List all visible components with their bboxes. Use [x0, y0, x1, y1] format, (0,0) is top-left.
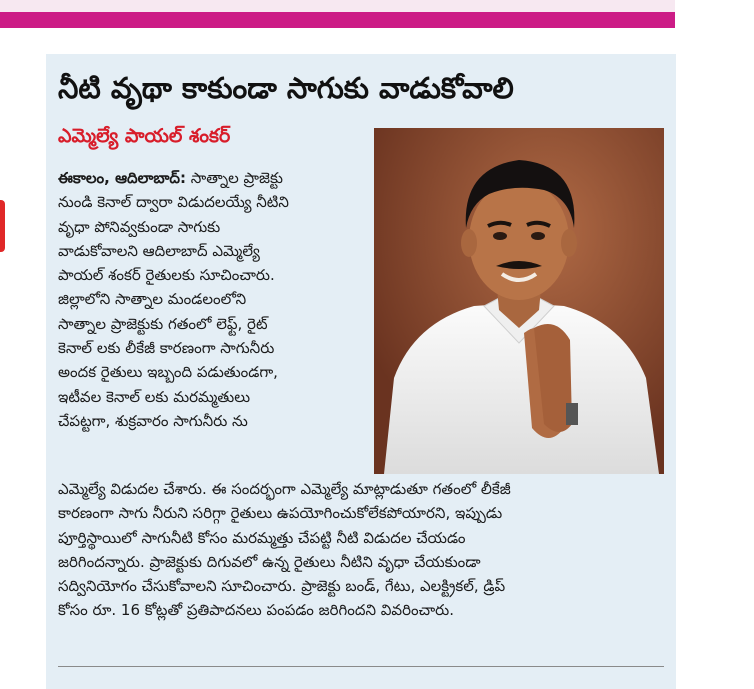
body-line: కెనాల్ లకు లీకేజీ కారణంగా సాగునీరు: [58, 339, 275, 358]
body-line: ఇటీవల కెనాల్ లకు మరమ్మతులు: [58, 387, 251, 406]
header-bar: [0, 12, 675, 28]
article-byline: ఎమ్మెల్యే పాయల్ శంకర్: [58, 125, 231, 147]
body-line: సద్వినియోగం చేసుకోవాలని సూచించారు. ప్రాజెక్టు బండ్, గేటు, ఎలక్ట్రికల్, డ్రిప్: [58, 577, 506, 596]
article-body-intro: [58, 166, 370, 433]
body-line: సాత్నాల ప్రాజెక్టుకు గతంలో లెఫ్ట్, రైట్: [58, 314, 268, 333]
top-strip: [0, 0, 675, 12]
article-body-continued: [58, 477, 668, 623]
news-article: [46, 54, 676, 689]
body-line: వృధా పోనివ్వకుండా సాగుకు: [58, 217, 221, 236]
body-line: ఎమ్మెల్యే విడుదల చేశారు. ఈ సందర్భంగా ఎమ్మెల్యే మాట్లాడుతూ గతంలో లీకేజీ: [58, 480, 511, 498]
body-line: [58, 166, 370, 190]
body-line: పూర్తిస్థాయిలో సాగునీటి కోసం మరమ్మత్తు చేపట్టి నీటి విడుదల చేయడం: [58, 528, 466, 547]
body-line: అందక రైతులు ఇబ్బంది పడుతుండగా,: [58, 363, 278, 382]
body-line: కారణంగా సాగు నీరుని సరిగ్గా రైతులు ఉపయోగించుకోలేకపోయారని, ఇప్పుడు: [58, 504, 503, 523]
portrait-photo: [374, 128, 664, 474]
body-line: పాయల్ శంకర్ రైతులకు సూచించారు.: [58, 266, 275, 285]
article-divider: [58, 666, 664, 667]
article-headline: నీటి వృథా కాకుండా సాగుకు వాడుకోవాలి: [58, 71, 514, 105]
body-line: జరిగిందన్నారు. ప్రాజెక్టుకు దిగువలో ఉన్న రైతులు నీటిని వృధా చేయకుండా: [58, 552, 481, 571]
body-line: వాడుకోవాలని ఆదిలాబాద్ ఎమ్మెల్యే: [58, 241, 260, 260]
side-tab: [0, 200, 5, 252]
body-line: కోసం రూ. 16 కోట్లతో ప్రతిపాదనలు పంపడం జరిగిందని వివరించారు.: [58, 601, 454, 620]
body-line: నుండి కెనాల్ ద్వారా విడుదలయ్యే నీటిని: [58, 193, 289, 212]
article-dateline: ఈకాలం, ఆదిలాబాద్:: [58, 169, 187, 187]
body-line-text: సాత్నాల ప్రాజెక్టు: [186, 169, 283, 187]
body-line: జిల్లాలోని సాత్నాల మండలంలోని: [58, 290, 247, 309]
body-line: చేపట్టగా, శుక్రవారం సాగునీరు ను: [58, 411, 248, 430]
